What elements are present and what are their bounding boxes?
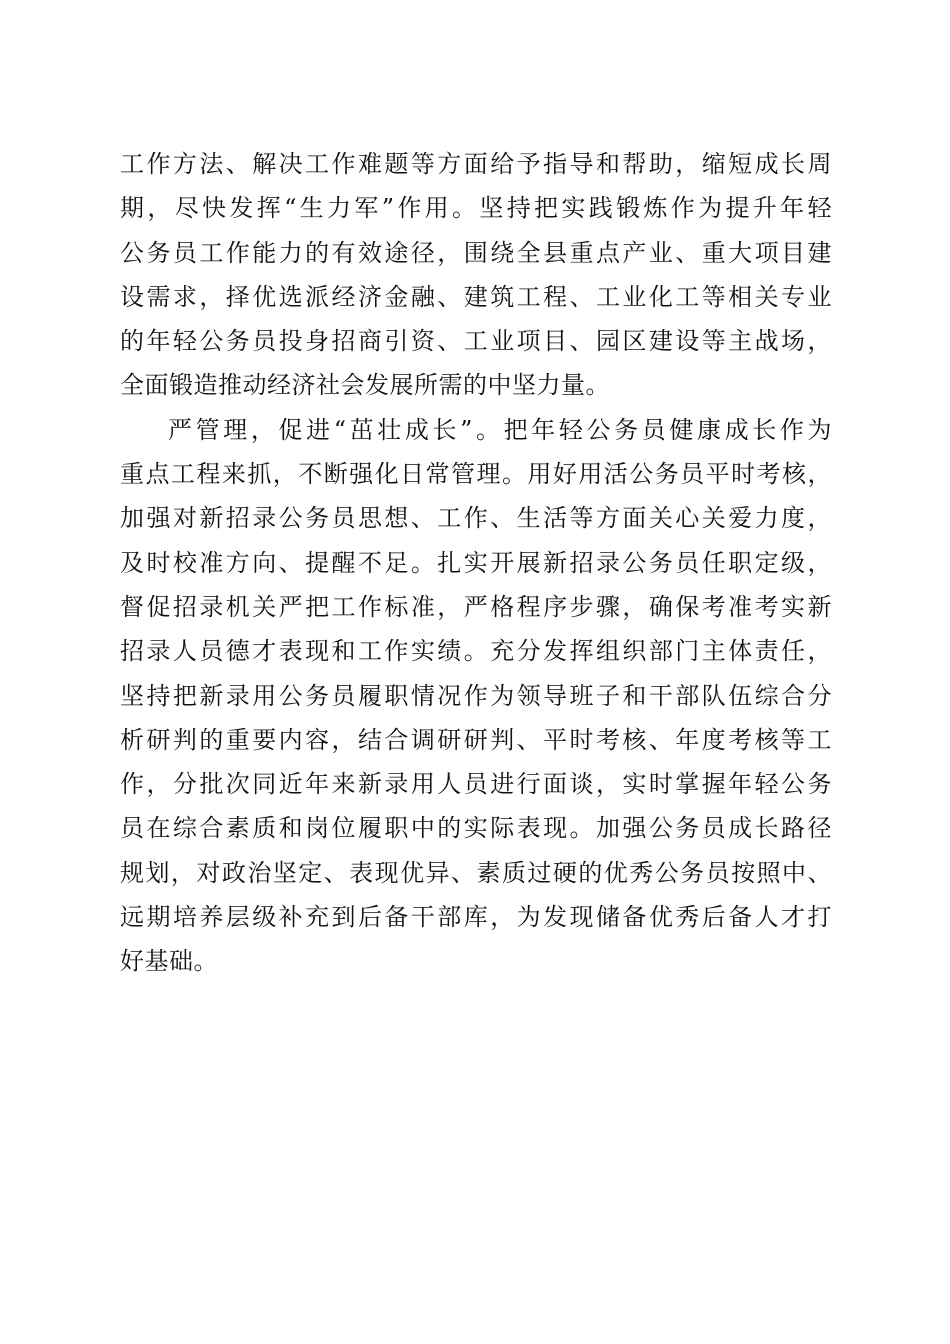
text-line: 好基础。 [120,947,218,976]
text-line: 规划，对政治坚定、表现优异、素质过硬的优秀公务员按照中、 [120,858,832,887]
text-line: 重点工程来抓，不断强化日常管理。用好用活公务员平时考核， [120,460,832,489]
text-line: 督促招录机关严把工作标准，严格程序步骤，确保考准考实新 [120,592,832,621]
text-line: 工作方法、解决工作难题等方面给予指导和帮助，缩短成长周 [120,150,832,178]
text-line: 全面锻造推动经济社会发展所需的中坚力量。 [120,371,610,400]
text-line: 及时校准方向、提醒不足。扎实开展新招录公务员任职定级， [120,548,832,577]
text-line: 招录人员德才表现和工作实绩。充分发挥组织部门主体责任， [120,637,832,666]
paragraph-start-line: 严管理，促进“茁壮成长”。把年轻公务员健康成长作为 [168,415,832,444]
text-line: 远期培养层级补充到后备干部库，为发现储备优秀后备人才打 [120,903,832,932]
text-line: 设需求，择优选派经济金融、建筑工程、工业化工等相关专业 [120,282,832,311]
text-line: 作，分批次同近年来新录用人员进行面谈，实时掌握年轻公务 [120,770,832,799]
text-line: 的年轻公务员投身招商引资、工业项目、园区建设等主战场， [120,327,832,356]
text-line: 员在综合素质和岗位履职中的实际表现。加强公务员成长路径 [120,814,832,843]
text-line: 析研判的重要内容，结合调研研判、平时考核、年度考核等工 [120,725,832,754]
text-line: 加强对新招录公务员思想、工作、生活等方面关心关爱力度， [120,504,832,533]
text-line: 公务员工作能力的有效途径，围绕全县重点产业、重大项目建 [120,238,832,267]
text-line: 坚持把新录用公务员履职情况作为领导班子和干部队伍综合分 [120,681,832,710]
body-text [120,142,832,984]
text-line: 期，尽快发挥“生力军”作用。坚持把实践锻炼作为提升年轻 [120,194,832,223]
